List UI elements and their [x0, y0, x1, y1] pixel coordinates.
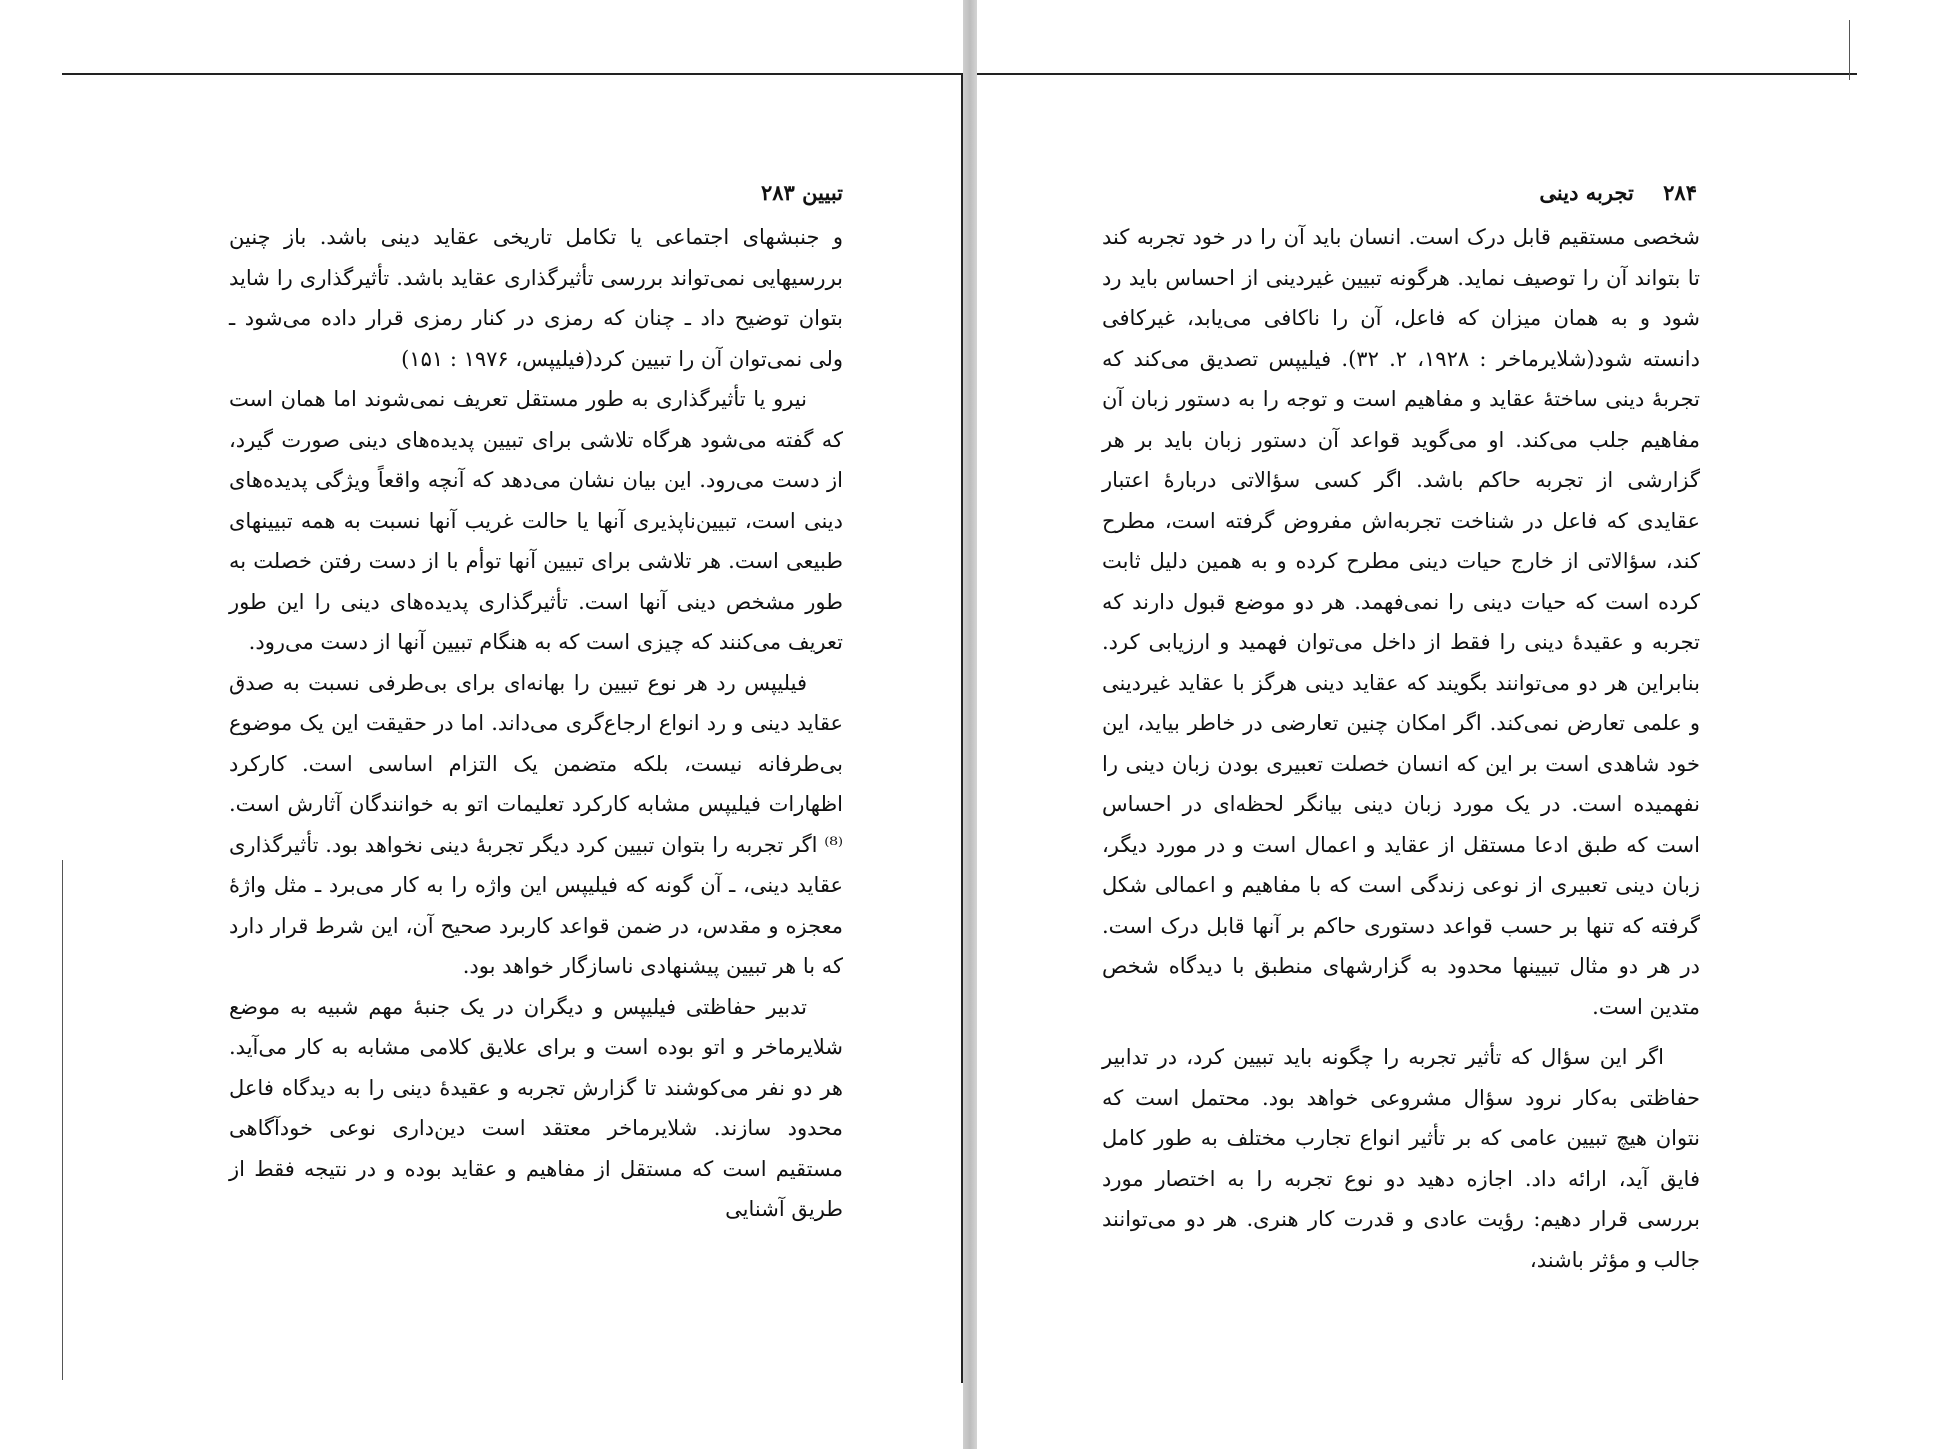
page-header: [739, 180, 843, 205]
right-edge-line: [1849, 20, 1850, 80]
paragraph: تدبیر حفاظتی فیلیپس و دیگران در یک جنبهٔ مهم شبیه به موضع شلایرماخر و اتو بوده است و برای علایق کلامی مشابه به کار می‌آید. هر دو نفر می‌کوشند تا گزارش تجربه و عقیدهٔ دینی را به دیدگاه فاعل محدود سازند. شلایرماخر معتقد است دین‌داری نوعی خودآگاهی مستقیم است که مستقل از مفاهیم و عقاید بوده و در نتیجه فقط از طریق آشنایی: [229, 994, 843, 1221]
top-rule: [977, 73, 1857, 75]
paragraph: و جنبشهای اجتماعی یا تکامل تاریخی عقاید دینی باشد. باز چنین بررسیهایی نمی‌تواند بررسی تأثیرگذاری عقاید باشد. تأثیرگذاری را شاید بتوان توضیح داد ـ چنان که رمزی در کنار رمزی قرار داده می‌شود ـ ولی نمی‌توان آن را تبیین کرد(فیلیپس، ۱۹۷۶ : ۱۵۱): [229, 225, 843, 371]
page-header: [1539, 180, 1697, 205]
paragraph: شخصی مستقیم قابل درک است. انسان باید آن را در خود تجربه کند تا بتواند آن را توصیف نماید. هرگونه تبیین غیردینی از احساس باید رد شود و به همان میزان که فاعل، آن را ناکافی می‌یابد، غیرکافی دانسته شود(شلایرماخر : ۱۹۲۸، ۲. ۳۲). فیلیپس تصدیق می‌کند که تجربهٔ دینی ساختهٔ عقاید و مفاهیم است و توجه را به دستور زبان آن مفاهیم جلب می‌کند. او می‌گوید قواعد آن دستور زبان باید بر هر گزارشی از تجربه حاکم باشد. اگر کسی سؤالاتی دربارهٔ اعتبار عقایدی که فاعل در شناخت تجربه‌اش مفروض گرفته است، مطرح کند، سؤالاتی از خارج حیات دینی مطرح کرده و به همین دلیل ثابت کرده است که حیات دینی را نمی‌فهمد. هر دو موضع قبول دارند که تجربه و عقیدهٔ دینی را فقط از داخل می‌توان فهمید و ارزیابی کرد. بنابراین هر دو می‌توانند بگویند که عقاید دینی هرگز با عقاید غیردینی و علمی تعارض نمی‌کند. اگر امکان چنین تعارضی در خاطر بیاید، این خود شاهدی است بر این که انسان خصلت تعبیری بودن زبان دینی را نفهمیده است. در یک مورد زبان دینی بیانگر لحظه‌ای در احساس است که طبق ادعا مستقل از عقاید و اعمال است و در مورد دیگر، زبان دینی تعبیری از نوعی زندگی است که با مفاهیم و اعمالی شکل گرفته که تنها بر حسب قواعد دستوری حاکم بر آنها قابل درک است. در هر دو مثال تبیینها محدود به گزارشهای منطبق با دیدگاه شخص متدین است.: [1102, 225, 1700, 1019]
paragraph: فیلیپس رد هر نوع تبیین را بهانه‌ای برای بی‌طرفی نسبت به صدق عقاید دینی و رد انواع ارجاع‌گری می‌داند. اما در حقیقت این یک موضوع بی‌طرفانه نیست، بلکه متضمن یک التزام اساسی است. کارکرد اظهارات فیلیپس مشابه کارکرد تعلیمات اتو به خوانندگان آثارش است.⁽⁸⁾ اگر تجربه را بتوان تبیین کرد دیگر تجربهٔ دینی نخواهد بود. تأثیرگذاری عقاید دینی، ـ آن گونه که فیلیپس این واژه را به کار می‌برد ـ مثل واژهٔ معجزه و مقدس، در ضمن قواعد کاربرد صحیح آن، این شرط قرار دارد که با هر تبیین پیشنهادی ناسازگار خواهد بود.: [229, 670, 843, 978]
top-rule: [62, 73, 963, 75]
left-page: [0, 0, 963, 1449]
body-text: [229, 217, 843, 1230]
right-page: [977, 0, 1945, 1449]
left-edge-line: [62, 860, 63, 1380]
paragraph: اگر این سؤال که تأثیر تجربه را چگونه باید تبیین کرد، در تدابیر حفاظتی به‌کار نرود سؤال مشروعی خواهد بود. محتمل است که نتوان هیچ تبیین عامی که بر تأثیر انواع تجارب مختلف به طور کامل فایق آید، ارائه داد. اجازه دهید دو نوع تجربه را به اختصار مورد بررسی قرار دهیم: رؤیت عادی و قدرت کار هنری. هر دو می‌توانند جالب و مؤثر باشند،: [1102, 1045, 1700, 1272]
paragraph: نیرو یا تأثیرگذاری به طور مستقل تعریف نمی‌شوند اما همان است که گفته می‌شود هرگاه تلاشی برای تبیین پدیده‌های دینی صورت گیرد، از دست می‌رود. این بیان نشان می‌دهد که آنچه واقعاً ویژگی پدیده‌های دینی است، تبیین‌ناپذیری آنها یا حالت غریب آنها نسبت به همه تبیینهای طبیعی است. هر تلاشی برای تبیین آنها توأم با از دست رفتن خصلت به طور مشخص دینی آنها است. تأثیرگذاری پدیده‌های دینی را این طور تعریف می‌کنند که چیزی است که به هنگام تبیین آنها از دست می‌رود.: [229, 387, 843, 654]
book-gutter: [963, 0, 977, 1449]
running-title: تجربه دینی: [1539, 180, 1634, 205]
body-text: [1102, 217, 1700, 1280]
running-title: تبیین: [802, 180, 843, 205]
page-number: ۲۸۴: [1663, 180, 1697, 205]
page-number: ۲۸۳: [761, 180, 795, 205]
